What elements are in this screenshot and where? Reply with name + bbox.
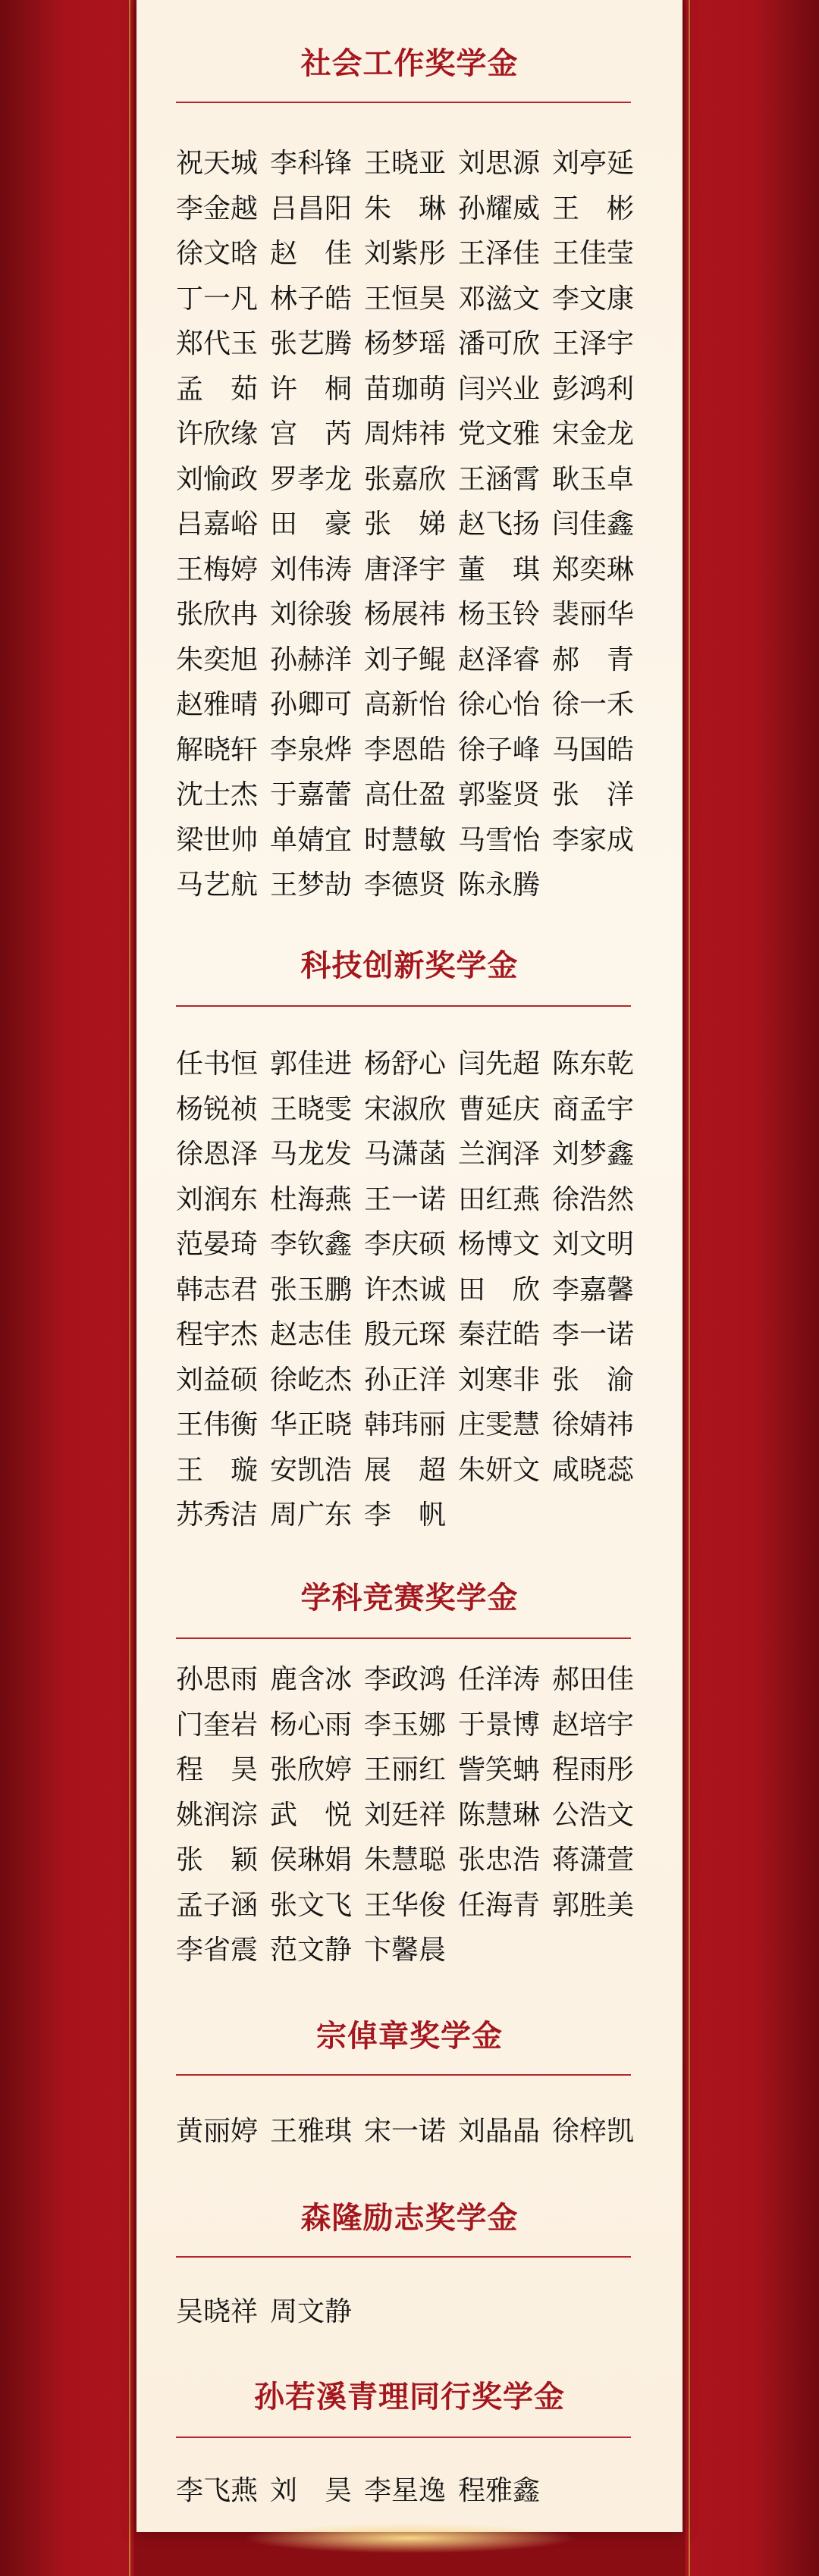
- recipient-name: 范文静: [270, 1935, 353, 1966]
- recipient-name: 梁世帅: [176, 824, 259, 856]
- recipient-name-grid: [176, 1657, 646, 1973]
- recipient-name: 孙耀威: [458, 193, 541, 224]
- recipient-name: 裴丽华: [552, 599, 635, 630]
- recipient-name: 刘晶晶: [458, 2116, 541, 2147]
- recipient-name: 闫佳鑫: [552, 509, 635, 540]
- recipient-name: 周炜祎: [364, 418, 447, 450]
- recipient-name: 杨博文: [458, 1229, 541, 1260]
- recipient-name: 李 帆: [364, 1500, 447, 1531]
- recipient-name: 王梅婷: [176, 553, 259, 585]
- recipient-name: 周文静: [270, 2296, 353, 2327]
- recipient-name: 庄雯慧: [458, 1409, 541, 1440]
- recipient-name: 杨锐祯: [176, 1093, 259, 1125]
- recipient-name: 安凯浩: [270, 1454, 353, 1486]
- recipient-name: 郭佳进: [270, 1048, 353, 1080]
- recipient-name: 丁一凡: [176, 283, 259, 315]
- recipient-name: 任书恒: [176, 1048, 259, 1080]
- recipient-name: 赵志佳: [270, 1319, 353, 1350]
- recipient-name: 李文康: [552, 283, 635, 315]
- bottom-gold-glow: [243, 2523, 576, 2553]
- recipient-name: 訾笑蚺: [458, 1754, 541, 1785]
- section-divider: [176, 2256, 631, 2258]
- recipient-name: 公浩文: [552, 1799, 635, 1831]
- recipient-name: 李玉娜: [364, 1709, 447, 1741]
- recipient-name: 郝 青: [552, 644, 635, 675]
- section-divider: [176, 102, 631, 103]
- recipient-name: 田 豪: [270, 509, 353, 540]
- recipient-name: 朱慧聪: [364, 1844, 447, 1876]
- recipient-name: 田红燕: [458, 1183, 541, 1215]
- section-title: 孙若溪青理同行奖学金: [254, 2379, 565, 2415]
- recipient-name: 田 欣: [458, 1274, 541, 1305]
- recipient-name: 赵雅晴: [176, 689, 259, 720]
- section-title: 社会工作奖学金: [300, 45, 519, 81]
- recipient-name: 宋一诺: [364, 2116, 447, 2147]
- recipient-name: 韩志君: [176, 1274, 259, 1305]
- recipient-name: 高新怡: [364, 689, 447, 720]
- recipient-name: 王梦劼: [270, 870, 353, 901]
- recipient-name: 许欣缘: [176, 418, 259, 450]
- recipient-name: 王丽红: [364, 1754, 447, 1785]
- recipient-name: 郑奕琳: [552, 553, 635, 585]
- recipient-name: 徐屹杰: [270, 1364, 353, 1396]
- recipient-name: 张欣冉: [176, 599, 259, 630]
- recipient-name: 祝天城: [176, 148, 259, 179]
- recipient-name: 程雨彤: [552, 1754, 635, 1785]
- recipient-name-grid: [176, 141, 646, 908]
- recipient-name: 单婧宜: [270, 824, 353, 856]
- recipient-name: 侯琳娟: [270, 1844, 353, 1876]
- recipient-name: 郝田佳: [552, 1664, 635, 1695]
- recipient-name: 马潇菡: [364, 1139, 447, 1170]
- recipient-name: 马国皓: [552, 734, 635, 766]
- recipient-name: 闫兴业: [458, 373, 541, 405]
- recipient-name: 宫 芮: [270, 418, 353, 450]
- recipient-name: 于嘉蕾: [270, 779, 353, 810]
- recipient-name: 徐心怡: [458, 689, 541, 720]
- recipient-name: 刘思源: [458, 148, 541, 179]
- recipient-name: 李金越: [176, 193, 259, 224]
- recipient-name: 孙正洋: [364, 1364, 447, 1396]
- recipient-name: 林子皓: [270, 283, 353, 315]
- recipient-name: 朱 琳: [364, 193, 447, 224]
- recipient-name: 马艺航: [176, 870, 259, 901]
- recipient-name: 党文雅: [458, 418, 541, 450]
- recipient-name: 李科锋: [270, 148, 353, 179]
- recipient-name: 李嘉馨: [552, 1274, 635, 1305]
- recipient-name-grid: [176, 2289, 646, 2335]
- recipient-name: 卞馨晨: [364, 1935, 447, 1966]
- recipient-name: 耿玉卓: [552, 463, 635, 495]
- recipient-name: 王伟衡: [176, 1409, 259, 1440]
- recipient-name: 李德贤: [364, 870, 447, 901]
- section-divider: [176, 1637, 631, 1639]
- recipient-name: 任洋涛: [458, 1664, 541, 1695]
- recipient-name: 赵 佳: [270, 238, 353, 269]
- recipient-name: 沈士杰: [176, 779, 259, 810]
- recipient-name: 徐子峰: [458, 734, 541, 766]
- section-title: 森隆励志奖学金: [300, 2200, 519, 2236]
- recipient-name: 孟子涵: [176, 1889, 259, 1921]
- recipient-name: 彭鸿利: [552, 373, 635, 405]
- recipient-name: 唐泽宇: [364, 553, 447, 585]
- recipient-name: 门奎岩: [176, 1709, 259, 1741]
- recipient-name: 商孟宇: [552, 1093, 635, 1125]
- recipient-name: 李飞燕: [176, 2475, 259, 2506]
- recipient-name: 李星逸: [364, 2475, 447, 2506]
- recipient-name: 王佳莹: [552, 238, 635, 269]
- recipient-name-grid: [176, 2468, 646, 2514]
- recipient-name: 孙卿可: [270, 689, 353, 720]
- recipient-name: 杨心雨: [270, 1709, 353, 1741]
- recipient-name: 于景博: [458, 1709, 541, 1741]
- recipient-name: 鹿含冰: [270, 1664, 353, 1695]
- recipient-name: 徐梓凯: [552, 2116, 635, 2147]
- recipient-name: 刘梦鑫: [552, 1139, 635, 1170]
- recipient-name: 范晏琦: [176, 1229, 259, 1260]
- recipient-name: 赵泽睿: [458, 644, 541, 675]
- recipient-name-grid: [176, 1042, 646, 1538]
- recipient-name: 徐一禾: [552, 689, 635, 720]
- recipient-name: 程 昊: [176, 1754, 259, 1785]
- recipient-name: 王 璇: [176, 1454, 259, 1486]
- recipient-name: 张文飞: [270, 1889, 353, 1921]
- recipient-name: 徐浩然: [552, 1183, 635, 1215]
- recipient-name: 刘紫彤: [364, 238, 447, 269]
- recipient-name: 刘 昊: [270, 2475, 353, 2506]
- recipient-name: 武 悦: [270, 1799, 353, 1831]
- recipient-name: 王涵霄: [458, 463, 541, 495]
- recipient-name: 刘亭延: [552, 148, 635, 179]
- recipient-name: 马雪怡: [458, 824, 541, 856]
- recipient-name: 徐文晗: [176, 238, 259, 269]
- recipient-name: 吕嘉峪: [176, 509, 259, 540]
- recipient-name: 宋淑欣: [364, 1093, 447, 1125]
- recipient-name: 王泽佳: [458, 238, 541, 269]
- recipient-name: 宋金龙: [552, 418, 635, 450]
- recipient-name: 刘愉政: [176, 463, 259, 495]
- recipient-name: 许 桐: [270, 373, 353, 405]
- recipient-name: 秦茳皓: [458, 1319, 541, 1350]
- recipient-name: 王雅琪: [270, 2116, 353, 2147]
- left-gold-rule: [129, 0, 130, 2576]
- recipient-name: 王一诺: [364, 1183, 447, 1215]
- recipient-name: 郭鉴贤: [458, 779, 541, 810]
- recipient-name: 吴晓祥: [176, 2296, 259, 2327]
- recipient-name: 张嘉欣: [364, 463, 447, 495]
- recipient-name: 兰润泽: [458, 1139, 541, 1170]
- recipient-name: 杨玉铃: [458, 599, 541, 630]
- recipient-name: 李钦鑫: [270, 1229, 353, 1260]
- recipient-name: 曹延庆: [458, 1093, 541, 1125]
- recipient-name: 周广东: [270, 1500, 353, 1531]
- recipient-name: 蒋潇萱: [552, 1844, 635, 1876]
- recipient-name: 潘可欣: [458, 328, 541, 359]
- recipient-name: 李庆硕: [364, 1229, 447, 1260]
- recipient-name: 赵飞扬: [458, 509, 541, 540]
- recipient-name: 李省震: [176, 1935, 259, 1966]
- recipient-name: 张玉鹏: [270, 1274, 353, 1305]
- recipient-name: 孙思雨: [176, 1664, 259, 1695]
- recipient-name: 刘子鲲: [364, 644, 447, 675]
- recipient-name: 王泽宇: [552, 328, 635, 359]
- recipient-name: 张艺腾: [270, 328, 353, 359]
- recipient-name: 王华俊: [364, 1889, 447, 1921]
- recipient-name: 朱奕旭: [176, 644, 259, 675]
- recipient-name: 孙赫洋: [270, 644, 353, 675]
- recipient-name: 张欣婷: [270, 1754, 353, 1785]
- recipient-name: 王恒昊: [364, 283, 447, 315]
- recipient-name: 陈东乾: [552, 1048, 635, 1080]
- section-divider: [176, 2074, 631, 2076]
- recipient-name: 张 娣: [364, 509, 447, 540]
- recipient-name: 张 渝: [552, 1364, 635, 1396]
- recipient-name: 解晓轩: [176, 734, 259, 766]
- recipient-name: 徐婧祎: [552, 1409, 635, 1440]
- recipient-name: 程雅鑫: [458, 2475, 541, 2506]
- recipient-name: 李恩皓: [364, 734, 447, 766]
- recipient-name: 郭胜美: [552, 1889, 635, 1921]
- recipient-name: 罗孝龙: [270, 463, 353, 495]
- recipient-name: 邓滋文: [458, 283, 541, 315]
- recipient-name: 姚润淙: [176, 1799, 259, 1831]
- section-title: 宗倬章奖学金: [316, 2018, 503, 2054]
- recipient-name: 咸晓蕊: [552, 1454, 635, 1486]
- recipient-name: 刘徐骏: [270, 599, 353, 630]
- recipient-name: 李政鸿: [364, 1664, 447, 1695]
- recipient-name: 陈永腾: [458, 870, 541, 901]
- recipient-name: 杜海燕: [270, 1183, 353, 1215]
- recipient-name: 王 彬: [552, 193, 635, 224]
- right-gold-rule: [689, 0, 690, 2576]
- recipient-name: 华正晓: [270, 1409, 353, 1440]
- recipient-name: 赵培宇: [552, 1709, 635, 1741]
- recipient-name: 郑代玉: [176, 328, 259, 359]
- recipient-name: 张 颖: [176, 1844, 259, 1876]
- recipient-name: 马龙发: [270, 1139, 353, 1170]
- recipient-name: 徐恩泽: [176, 1139, 259, 1170]
- recipient-name: 刘寒非: [458, 1364, 541, 1396]
- recipient-name: 吕昌阳: [270, 193, 353, 224]
- recipient-name: 董 琪: [458, 553, 541, 585]
- recipient-name: 苗珈萌: [364, 373, 447, 405]
- recipient-name: 刘廷祥: [364, 1799, 447, 1831]
- recipient-name: 李家成: [552, 824, 635, 856]
- recipient-name: 张忠浩: [458, 1844, 541, 1876]
- recipient-name-grid: [176, 2109, 646, 2155]
- recipient-name: 杨展祎: [364, 599, 447, 630]
- recipient-name: 刘伟涛: [270, 553, 353, 585]
- recipient-name: 高仕盈: [364, 779, 447, 810]
- section-divider: [176, 1005, 631, 1007]
- recipient-name: 刘润东: [176, 1183, 259, 1215]
- recipient-name: 李一诺: [552, 1319, 635, 1350]
- recipient-name: 苏秀洁: [176, 1500, 259, 1531]
- recipient-name: 张 洋: [552, 779, 635, 810]
- recipient-name: 王晓亚: [364, 148, 447, 179]
- section-divider: [176, 2437, 631, 2438]
- recipient-name: 韩玮丽: [364, 1409, 447, 1440]
- recipient-name: 许杰诚: [364, 1274, 447, 1305]
- recipient-name: 黄丽婷: [176, 2116, 259, 2147]
- recipient-name: 任海青: [458, 1889, 541, 1921]
- recipient-name: 殷元琛: [364, 1319, 447, 1350]
- recipient-name: 孟 茹: [176, 373, 259, 405]
- section-title: 学科竞赛奖学金: [300, 1580, 519, 1615]
- recipient-name: 展 超: [364, 1454, 447, 1486]
- recipient-name: 刘益硕: [176, 1364, 259, 1396]
- recipient-name: 程宇杰: [176, 1319, 259, 1350]
- recipient-name: 闫先超: [458, 1048, 541, 1080]
- recipient-name: 杨舒心: [364, 1048, 447, 1080]
- recipient-name: 刘文明: [552, 1229, 635, 1260]
- recipient-name: 王晓雯: [270, 1093, 353, 1125]
- recipient-name: 陈慧琳: [458, 1799, 541, 1831]
- section-title: 科技创新奖学金: [300, 948, 519, 983]
- recipient-name: 时慧敏: [364, 824, 447, 856]
- recipient-name: 李泉烨: [270, 734, 353, 766]
- recipient-name: 朱妍文: [458, 1454, 541, 1486]
- recipient-name: 杨梦瑶: [364, 328, 447, 359]
